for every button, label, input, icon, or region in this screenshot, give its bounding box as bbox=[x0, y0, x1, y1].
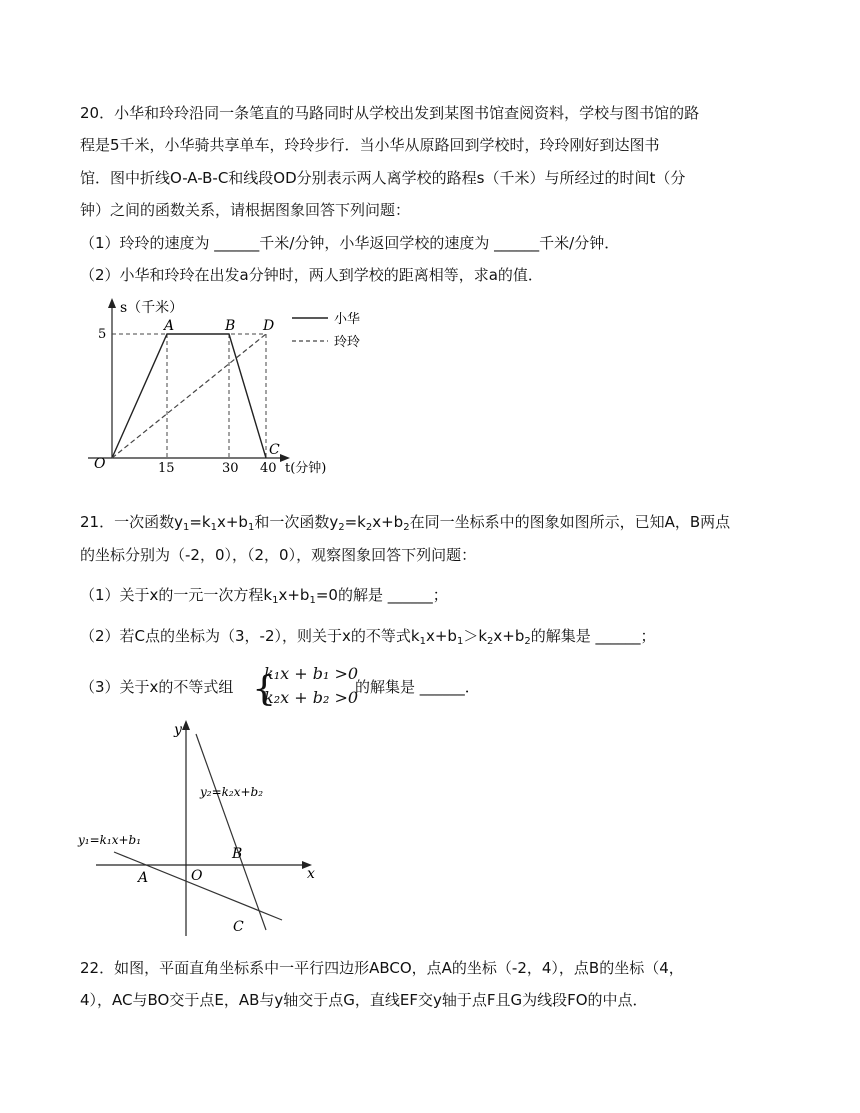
system-row-2: k₂x + b₂ >0 bbox=[264, 688, 359, 707]
x-tick-30: 30 bbox=[222, 461, 239, 476]
q21-line-2: 的坐标分别为（-2，0），（2，0），观察图象回答下列问题： bbox=[80, 546, 477, 564]
origin-label: O bbox=[191, 868, 203, 884]
system-row-1: k₁x + b₁ >0 bbox=[264, 664, 359, 683]
q21-part-1: （1）关于x的一元一次方程$k_1x+b_1=0$的解是 ______； bbox=[80, 586, 448, 606]
q21-part-3-suffix: 的解集是 ______． bbox=[355, 678, 480, 696]
legend-lingling: 玲玲 bbox=[334, 335, 361, 350]
line-y2-label: y₂=k₂x+b₂ bbox=[200, 785, 264, 799]
q21-part-3-prefix: （3）关于x的不等式组 bbox=[80, 678, 234, 696]
line-y1 bbox=[114, 852, 282, 920]
q20-line-1: 20．小华和玲玲沿同一条笔直的马路同时从学校出发到某图书馆查阅资料，学校与图书馆的路 bbox=[80, 104, 700, 122]
q20-line-3: 馆．图中折线O-A-B-C和线段OD分别表示两人离学校的路程s（千米）与所经过的时间t（分 bbox=[80, 169, 686, 187]
x-axis-label: x bbox=[307, 866, 315, 882]
origin-label: O bbox=[94, 456, 106, 472]
x-tick-15: 15 bbox=[158, 461, 175, 476]
y-axis-label: s（千米） bbox=[120, 300, 184, 316]
q20-line-4: 钟）之间的函数关系，请根据图象回答下列问题： bbox=[80, 201, 411, 219]
point-B: B bbox=[225, 318, 236, 334]
line-y1-label: y₁=k₁x+b₁ bbox=[78, 833, 142, 847]
point-C: C bbox=[269, 442, 280, 458]
y-axis-arrow bbox=[108, 298, 116, 308]
point-A: A bbox=[138, 870, 149, 886]
x-tick-40: 40 bbox=[260, 461, 277, 476]
q21-graph bbox=[70, 718, 330, 940]
y-axis-arrow bbox=[182, 720, 190, 730]
q20-graph bbox=[80, 296, 380, 476]
q22-line-2: 4），AC与BO交于点E，AB与y轴交于点G，直线EF交y轴于点F且G为线段FO的中点． bbox=[80, 991, 648, 1009]
q21-part-2: （2）若C点的坐标为（3，-2），则关于x的不等式$k_1x+b_1>k_2x+b_2$的解集是 ______； bbox=[80, 627, 656, 647]
q20-subquestion-1: （1）玲玲的速度为 ______千米/分钟，小华返回学校的速度为 ______千米/分钟． bbox=[80, 234, 620, 252]
x-axis-label: t(分钟) bbox=[285, 461, 327, 476]
y-tick-5: 5 bbox=[98, 327, 107, 342]
system-brace: { bbox=[252, 669, 277, 709]
point-B: B bbox=[232, 846, 243, 862]
q20-subquestion-2: （2）小华和玲玲在出发a分钟时，两人到学校的距离相等，求a的值． bbox=[80, 266, 543, 284]
q21-line-1: 21．一次函数$y_1=k_1x+b_1$和一次函数$y_2=k_2x+b_2$在同一坐标系中的图象如图所示，已知A，B两点 bbox=[80, 513, 731, 533]
point-D: D bbox=[263, 318, 275, 334]
lingling-segment bbox=[112, 334, 266, 458]
legend-xiaohua: 小华 bbox=[334, 312, 361, 327]
y-axis-label: y bbox=[174, 722, 182, 738]
q22-line-1: 22．如图，平面直角坐标系中一平行四边形ABCO，点A的坐标（-2，4），点B的坐标（4， bbox=[80, 959, 684, 977]
q20-line-2: 程是5千米，小华骑共享单车，玲玲步行．当小华从原路回到学校时，玲玲刚好到达图书 bbox=[80, 136, 660, 154]
point-C: C bbox=[233, 919, 244, 935]
line-y2 bbox=[196, 734, 266, 930]
point-A: A bbox=[164, 318, 175, 334]
